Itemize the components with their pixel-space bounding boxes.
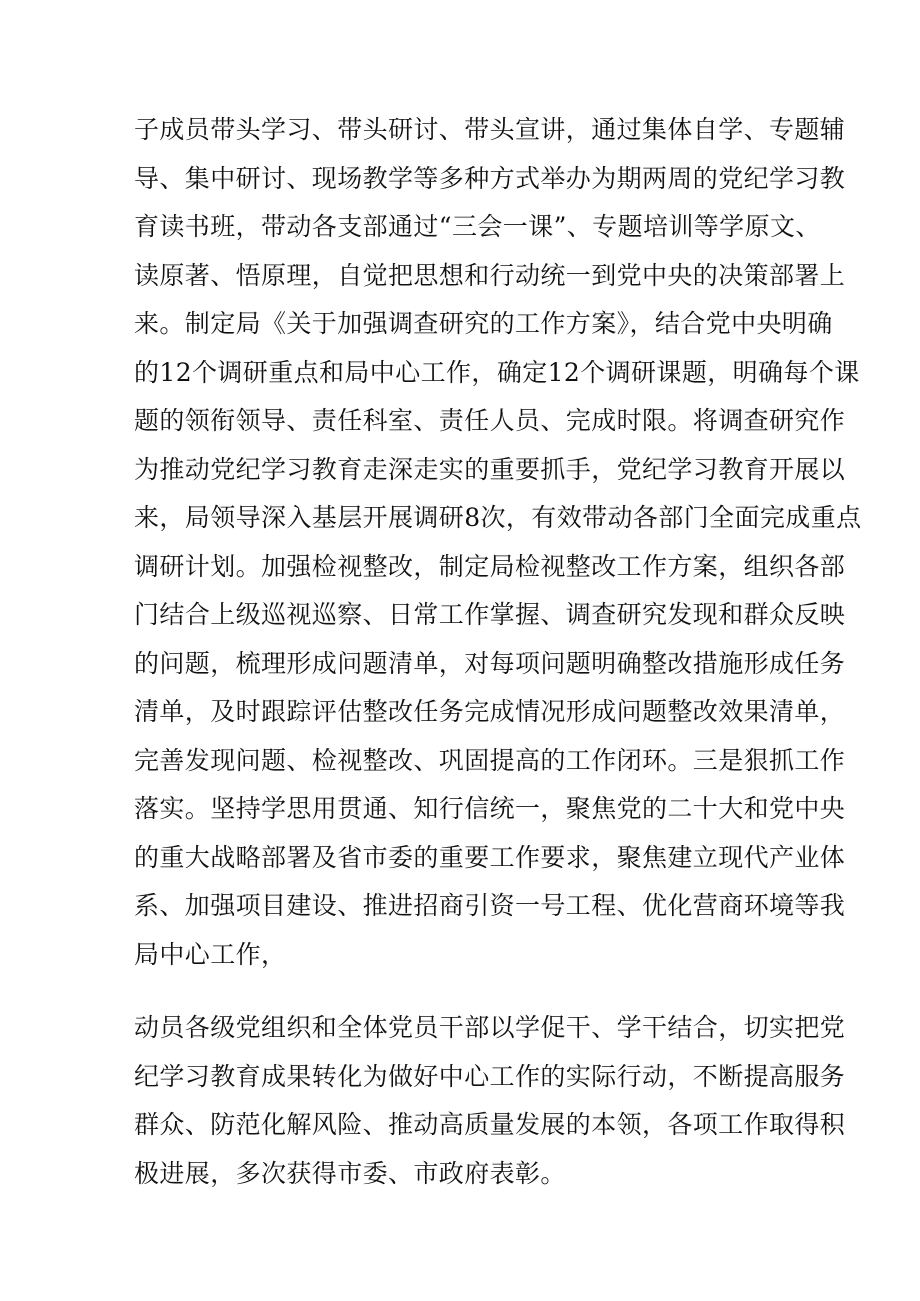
- paragraph-2: [134, 1004, 846, 1198]
- text-line: 纪学习教育成果转化为做好中心工作的实际行动，不断提高服务: [134, 1061, 846, 1091]
- text-line: 来。制定局《关于加强调查研究的工作方案》，结合党中央明确: [134, 309, 833, 338]
- text-line: 题的领衔领导、责任科室、责任人员、完成时限。将调查研究作: [134, 406, 846, 435]
- text-line: 动员各级党组织和全体党员干部以学促干、学干结合，切实把党: [134, 1013, 846, 1042]
- text-line: 群众、防范化解风险、推动高质量发展的本领，各项工作取得积: [134, 1110, 846, 1139]
- text-line: 系、加强项目建设、推进招商引资一号工程、优化营商环境等我: [134, 891, 846, 920]
- text-line: 导、集中研讨、现场教学等多种方式举办为期两周的党纪学习教: [134, 163, 846, 193]
- text-line: 调研计划。加强检视整改，制定局检视整改工作方案，组织各部: [134, 551, 846, 581]
- text-line: 的重大战略部署及省市委的重要工作要求，聚焦建立现代产业体: [134, 842, 846, 872]
- text-line: 育读书班，带动各支部通过“三会一课”、专题培训等学原文、: [134, 212, 821, 241]
- text-line: 局中心工作，: [134, 939, 287, 969]
- text-line: 清单，及时跟踪评估整改任务完成情况形成问题整改效果清单，: [134, 697, 846, 726]
- text-line: 落实。坚持学思用贯通、知行信统一，聚焦党的二十大和党中央: [134, 794, 846, 823]
- text-line: 为推动党纪学习教育走深走实的重要抓手，党纪学习教育开展以: [134, 454, 846, 484]
- paragraph-1: [134, 106, 862, 979]
- text-line: 子成员带头学习、带头研讨、带头宣讲，通过集体自学、专题辅: [134, 115, 846, 144]
- text-line: 的12个调研重点和局中心工作，确定12个调研课题，明确每个课: [134, 357, 860, 387]
- text-line: 来，局领导深入基层开展调研8次，有效带动各部门全面完成重点: [134, 503, 862, 532]
- text-line: 门结合上级巡视巡察、日常工作掌握、调查研究发现和群众反映: [134, 600, 846, 629]
- text-line: 完善发现问题、检视整改、巩固提高的工作闭环。三是狠抓工作: [134, 745, 846, 775]
- text-line: 极进展，多次获得市委、市政府表彰。: [134, 1158, 566, 1188]
- text-line: 的问题，梳理形成问题清单，对每项问题明确整改措施形成任务: [134, 648, 846, 678]
- text-line: 读原著、悟原理，自觉把思想和行动统一到党中央的决策部署上: [134, 260, 846, 290]
